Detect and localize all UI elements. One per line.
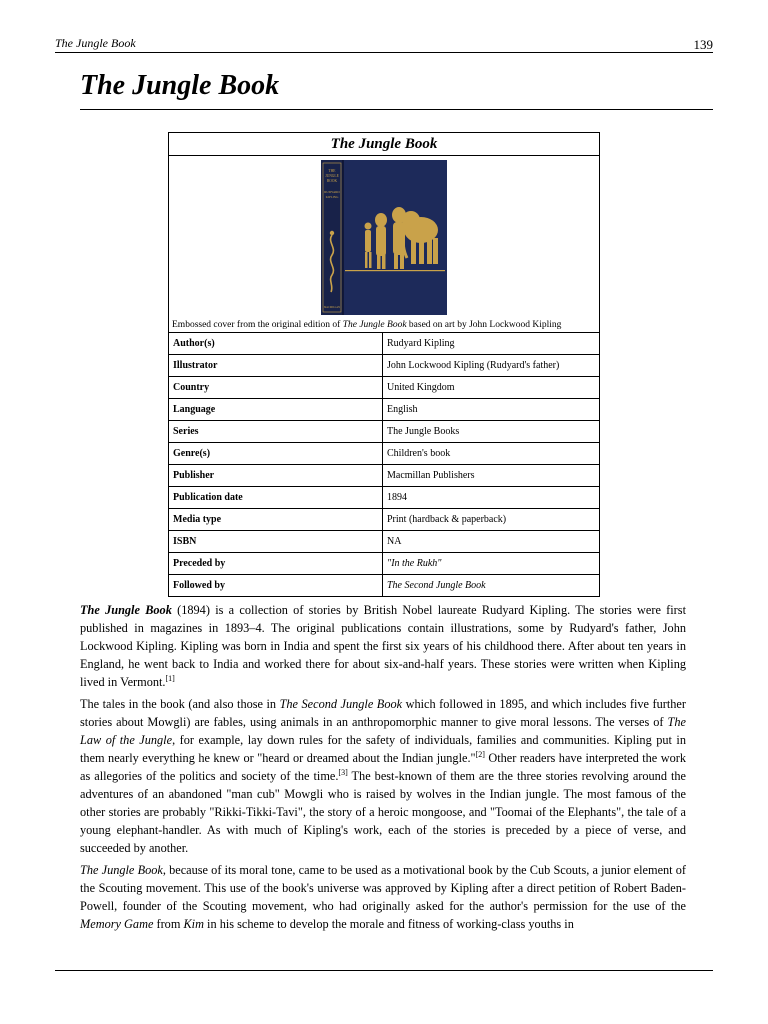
caption-text-end: based on art by John Lockwood Kipling (406, 320, 562, 330)
infobox-value: Print (hardback & paperback) (383, 509, 600, 531)
paragraph-text: The best-known of them are the three stories revolving around the adventures of an abandoned "man cub" Mowgli who is raised by wolves in the Indian jungle. The most famous of the other stories are probably "Rikki-Tikki-Tavi", the story of a heroic mongoose, and "Toomai of the Elephants", the tale of a young elephant-handler. As with much of Kipling's work, each of the stories is preceded by a piece of verse, and succeeded by another. (80, 769, 687, 855)
spine-text-2: JUNGLE (325, 173, 339, 178)
infobox-label: Preceded by (169, 553, 383, 575)
infobox-label: Followed by (169, 575, 383, 597)
infobox-row (169, 377, 600, 399)
title-divider (80, 109, 713, 110)
infobox-row (169, 421, 600, 443)
page-number: 139 (693, 37, 713, 52)
infobox-label: Series (169, 421, 383, 443)
reference-2[interactable]: [2] (475, 749, 485, 759)
infobox-row (169, 333, 600, 355)
caption-italic-title: The Jungle Book (342, 320, 407, 330)
infobox (168, 132, 600, 597)
infobox-value: Children's book (383, 443, 600, 465)
paragraph-text: , because of its moral tone, came to be used as a motivational book by the Cub Scouts, a junior element of the Scouting movement. This use of the book's universe was approved by Kipling after a direct petition of Robert Baden-Powell, founder of the Scouting movement, who had originally asked for the author's permission for the use of the (80, 863, 687, 913)
infobox-row (169, 553, 600, 575)
infobox-value: NA (383, 531, 600, 553)
italic-title: The Second Jungle Book (279, 697, 403, 711)
infobox-row (169, 509, 600, 531)
infobox-value: United Kingdom (383, 377, 600, 399)
italic-title: The Jungle Book (80, 863, 163, 877)
infobox-label: Country (169, 377, 383, 399)
article-body (80, 601, 686, 937)
infobox-row (169, 399, 600, 421)
infobox-caption (169, 318, 600, 333)
paragraph-text: , for example, lay down rules for the safety of individuals, families and communities. Kipling put in them nearly everything he knew or "heard or dreamed about the Indian jungle." (80, 733, 686, 765)
paragraph-1 (80, 601, 686, 691)
paragraph-text: in his scheme to develop the morale and fitness of working-class youths in (203, 917, 574, 931)
spine-text-3: BOOK (326, 178, 338, 183)
preceded-by-link[interactable]: "In the Rukh" (383, 553, 600, 575)
spine-publisher: MACMILLAN (324, 305, 340, 309)
paragraph-3 (80, 861, 686, 933)
infobox-value: Macmillan Publishers (383, 465, 600, 487)
infobox-row (169, 355, 600, 377)
infobox-row (169, 575, 600, 597)
paragraph-text: Other readers have interpreted the work as allegories of the politics and society of the time. (80, 751, 686, 783)
running-header (55, 36, 713, 53)
reference-1[interactable]: [1] (165, 673, 175, 683)
paragraph-text: (1894) is a collection of stories by British Nobel laureate Rudyard Kipling. The stories were first published in magazines in 1893–4. The original publications contain illustrations, some by Rudyard's father, John Lockwood Kipling. Kipling was born in India and spent the first six years of his childhood there. After about ten years in England, he went back to India and worked there for about six-and-half years. These stories were written when Kipling lived in Vermont. (80, 603, 686, 689)
infobox-value: English (383, 399, 600, 421)
infobox-value: The Jungle Books (383, 421, 600, 443)
followed-by-link[interactable]: The Second Jungle Book (383, 575, 600, 597)
infobox-label: Genre(s) (169, 443, 383, 465)
infobox-value: Rudyard Kipling (383, 333, 600, 355)
infobox-value: 1894 (383, 487, 600, 509)
paragraph-2 (80, 695, 686, 857)
book-title-emphasis: The Jungle Book (80, 603, 172, 617)
paragraph-text: which followed in 1895, and which includes five further stories about Mowgli) are fables, using animals in an anthropomorphic manner to give moral lessons. The verses of (80, 697, 686, 729)
article-title: The Jungle Book (80, 70, 280, 101)
infobox-image-cell (169, 156, 600, 319)
infobox-label: Language (169, 399, 383, 421)
running-title: The Jungle Book (55, 36, 136, 50)
infobox-label: Publisher (169, 465, 383, 487)
spine-author-2: KIPLING (325, 194, 339, 199)
italic-title: Memory Game (80, 917, 154, 931)
spine-author-1: RUDYARD (324, 189, 340, 194)
infobox-label: Illustrator (169, 355, 383, 377)
infobox-value: John Lockwood Kipling (Rudyard's father) (383, 355, 600, 377)
paragraph-text: from (153, 917, 184, 931)
reference-3[interactable]: [3] (338, 767, 348, 777)
infobox-row (169, 443, 600, 465)
spine-text-1: THE (328, 168, 336, 173)
book-cover-image[interactable] (321, 160, 447, 315)
infobox-title: The Jungle Book (169, 133, 600, 156)
infobox-label: Publication date (169, 487, 383, 509)
italic-title: Kim (183, 917, 204, 931)
infobox-row (169, 531, 600, 553)
infobox-row (169, 487, 600, 509)
caption-text-start: Embossed cover from the original edition of (172, 320, 343, 330)
infobox-label: Author(s) (169, 333, 383, 355)
infobox-label: Media type (169, 509, 383, 531)
paragraph-text: The tales in the book (and also those in (80, 697, 280, 711)
footer-divider (55, 970, 713, 971)
italic-title: The Law of the Jungle (80, 715, 686, 747)
infobox-row (169, 465, 600, 487)
infobox-label: ISBN (169, 531, 383, 553)
